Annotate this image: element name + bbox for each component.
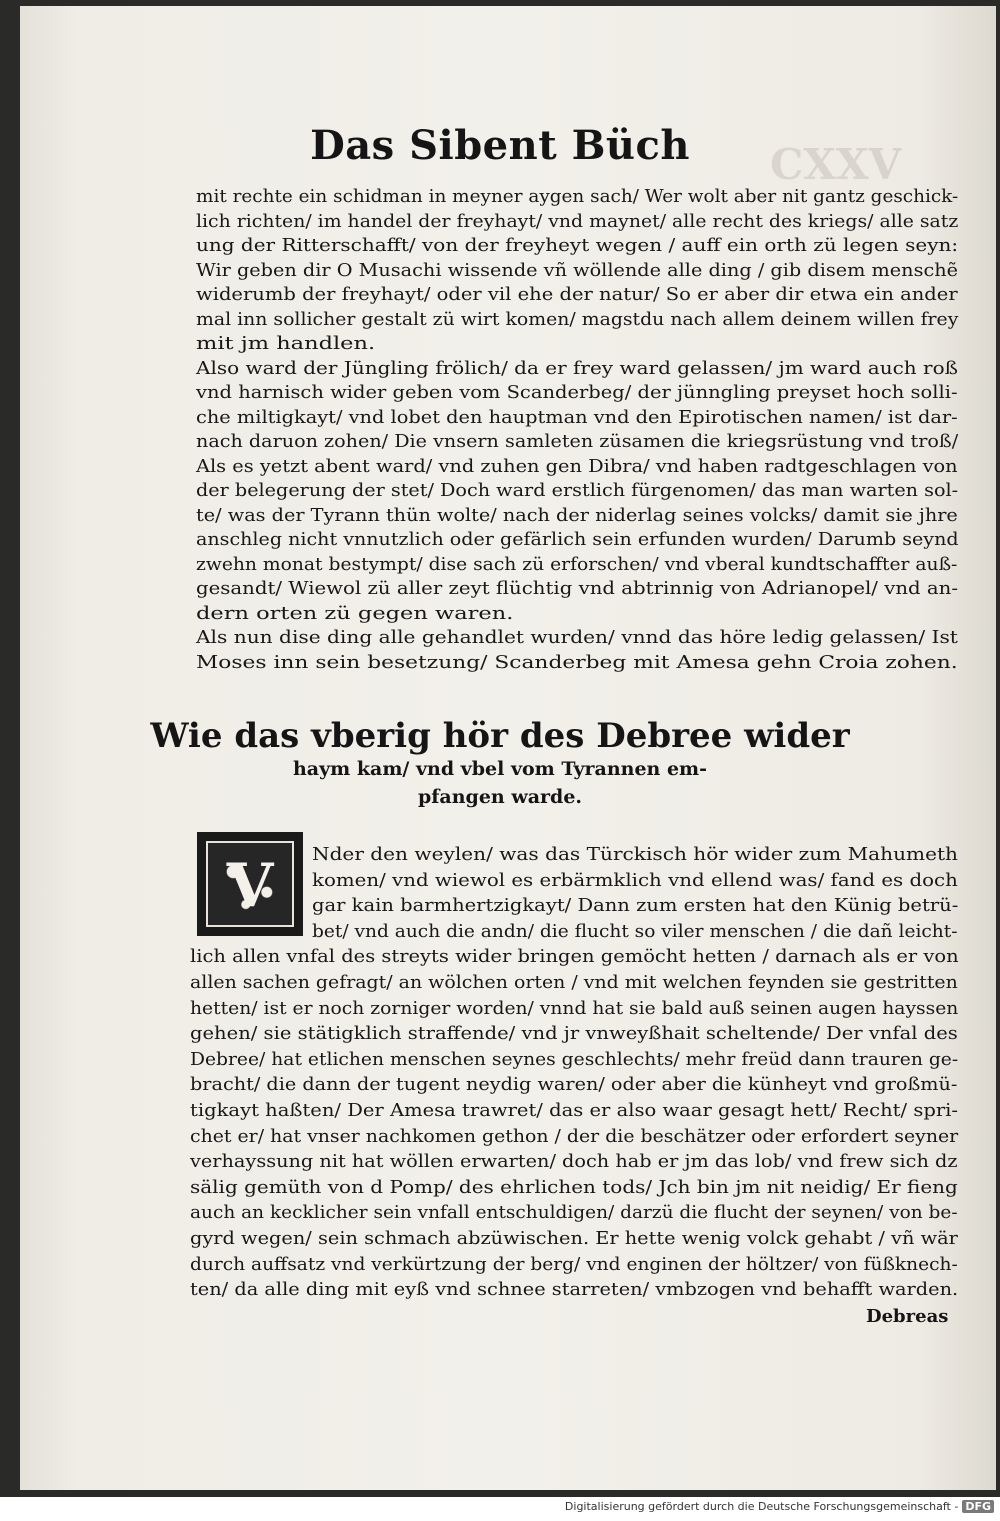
text-line: Als es yetzt abent ward/ vnd zuhen gen Dibra/ vnd haben radtgeschlagen von: [196, 455, 958, 477]
text-line: gesandt/ Wiewol zü aller zeyt flüchtig vnd abtrinnig von Adrianopel/ vnd an-: [196, 578, 959, 599]
text-line: sälig gemüth von d Pomp/ des ehrlichen tods/ Jch bin jm nit neidig/ Er fieng: [190, 1176, 958, 1198]
show-through-text: CXXV: [770, 140, 902, 189]
text-line: gyrd wegen/ sein schmach abzüwischen. Er hette wenig volck gehabt / vñ wär: [190, 1228, 958, 1249]
text-line: lich allen vnfal des streyts wider bringen gemöcht hetten / darnach als er von: [190, 946, 959, 968]
running-header: Das Sibent Büch: [310, 122, 690, 169]
text-line: chet er/ hat vnser nachkomen gethon / der die beschätzer oder erfordert seyner: [190, 1125, 959, 1147]
text-line: bracht/ die dann der tugent neydig waren/ oder aber die künheyt vnd großmü-: [190, 1074, 958, 1096]
text-line: Moses inn sein besetzung/ Scanderbeg mit Amesa gehn Croia zohen.: [196, 651, 958, 673]
text-line: hetten/ ist er noch zorniger worden/ vnnd hat sie bald auß seinen augen hayssen: [190, 997, 959, 1019]
text-line: dern orten zü gegen waren.: [196, 602, 514, 624]
catchword: Debreas: [866, 1306, 949, 1327]
section-heading-line-3: pfangen warde.: [417, 786, 583, 808]
text-line: Debree/ hat etlichen menschen seynes geschlechts/ mehr freüd dann trauren ge-: [190, 1048, 959, 1070]
text-line: ung der Ritterschafft/ von der freyheyt wegen / auff ein orth zü legen seyn:: [196, 235, 959, 256]
text-line: nach daruon zohen/ Die vnsern samleten züsamen die kriegsrüstung vnd troß/: [196, 431, 959, 452]
text-line: mit jm handlen.: [196, 333, 376, 354]
text-line: mal inn sollicher gestalt zü wirt komen/ magstdu nach allem deinem willen frey: [196, 308, 959, 330]
text-line: Nder den weylen/ was das Türckisch hör wider zum Mahumeth: [312, 844, 958, 865]
text-line: auch an kecklicher sein vnfall entschuldigen/ darzü die flucht der seynen/ von be-: [190, 1202, 958, 1224]
text-line: gar kain barmhertzigkayt/ Dann zum ersten hat den Künig betrü-: [312, 895, 959, 917]
text-line: Also ward der Jüngling frölich/ da er frey ward gelassen/ jm ward auch roß: [196, 357, 958, 379]
text-line: gehen/ sie stätigklich straffende/ vnd jr vnweyßhait scheltende/ Der vnfal des: [190, 1023, 958, 1045]
text-line: Als nun dise ding alle gehandlet wurden/ vnnd das höre ledig gelassen/ Ist: [196, 627, 958, 648]
text-line: tigkayt haßten/ Der Amesa trawret/ das er also waar gesagt hett/ Recht/ spri-: [190, 1100, 959, 1121]
digitization-credit: [565, 1500, 994, 1513]
text-line: lich richten/ im handel der freyhayt/ vnd maynet/ alle recht des kriegs/ alle satz: [196, 210, 959, 232]
text-line: te/ was der Tyrann thün wolte/ nach der niderlag seines volcks/ damit sie jhre: [196, 504, 958, 526]
text-line: widerumb der freyhayt/ oder vil ehe der natur/ So er aber dir etwa ein ander: [196, 284, 958, 305]
text-line: mit rechte ein schidman in meyner aygen sach/ Wer wolt aber nit gantz geschick-: [196, 186, 959, 207]
decorated-initial-letter: V: [206, 841, 294, 927]
credit-text: Digitalisierung gefördert durch die Deutsche Forschungsgemeinschaft -: [564, 1500, 959, 1513]
text-line: ten/ da alle ding mit eyß vnd schnee starreten/ vmbzogen vnd behafft warden.: [190, 1279, 959, 1301]
text-line: komen/ vnd wiewol es erbärmklich vnd ellend was/ fand es doch: [312, 869, 958, 891]
text-line: anschleg nicht vnnutzlich oder gefärlich sein erfunden wurden/ Darumb seynd: [196, 529, 959, 550]
text-line: der belegerung der stet/ Doch ward erstlich fürgenomen/ das man warten sol-: [196, 480, 959, 501]
section-heading-line-2: haym kam/ vnd vbel vom Tyrannen em-: [292, 758, 708, 780]
text-line: allen sachen gefragt/ an wölchen orten / vnd mit welchen feynden sie gestritten: [190, 972, 958, 993]
text-line: verhayssung nit hat wöllen erwarten/ doch hab er jm das lob/ vnd frew sich dz: [190, 1151, 958, 1173]
decorated-initial: [197, 832, 303, 936]
text-line: durch auffsatz vnd verkürtzung der berg/ vnd enginen der höltzer/ von füßknech-: [190, 1253, 958, 1275]
text-line: vnd harnisch wider geben vom Scanderbeg/ der jünngling preyset hoch solli-: [196, 382, 958, 403]
dfg-logo: DFG: [962, 1500, 994, 1513]
text-line: bet/ vnd auch die andn/ die flucht so viler menschen / die dañ leicht-: [312, 920, 958, 942]
text-line: Wir geben dir O Musachi wissende vñ wöllende alle ding / gib disem menschẽ: [196, 259, 959, 281]
text-line: zwehn monat bestympt/ dise sach zü erforschen/ vnd vberal kundtschaffter auß-: [196, 553, 958, 575]
section-heading-line-1: Wie das vberig hör des Debree wider: [150, 716, 850, 756]
text-line: che miltigkayt/ vnd lobet den hauptman vnd den Epirotischen namen/ ist dar-: [196, 406, 958, 428]
